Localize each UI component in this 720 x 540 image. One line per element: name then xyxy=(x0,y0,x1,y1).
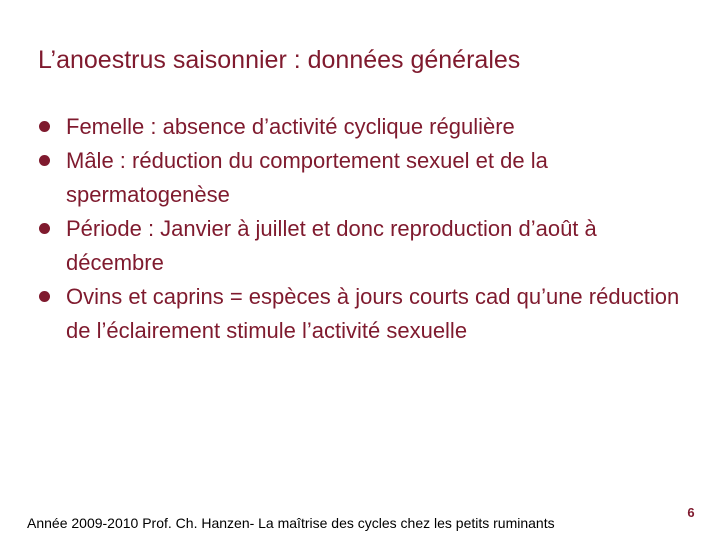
bullet-list xyxy=(38,110,698,348)
slide-title: L’anoestrus saisonnier : données générales xyxy=(38,46,521,74)
bullet-item-ovins-caprins xyxy=(38,280,698,348)
bullet-item-male xyxy=(38,144,698,212)
bullet-text: Ovins et caprins = espèces à jours courts cad qu’une réduction de l’éclairement stimule l’activité sexuelle xyxy=(66,284,680,343)
filled-circle-icon xyxy=(39,223,50,234)
bullet-text: Femelle : absence d’activité cyclique régulière xyxy=(66,114,515,139)
filled-circle-icon xyxy=(39,291,50,302)
filled-circle-icon xyxy=(39,121,50,132)
filled-circle-icon xyxy=(39,155,50,166)
bullet-text: Période : Janvier à juillet et donc reproduction d’août à décembre xyxy=(66,216,597,275)
bullet-item-periode xyxy=(38,212,698,280)
bullet-item-femelle xyxy=(38,110,698,144)
footer-text: Année 2009-2010 Prof. Ch. Hanzen- La maîtrise des cycles chez les petits ruminants xyxy=(27,515,555,531)
bullet-text: Mâle : réduction du comportement sexuel et de la spermatogenèse xyxy=(66,148,548,207)
page-number: 6 xyxy=(687,505,695,520)
